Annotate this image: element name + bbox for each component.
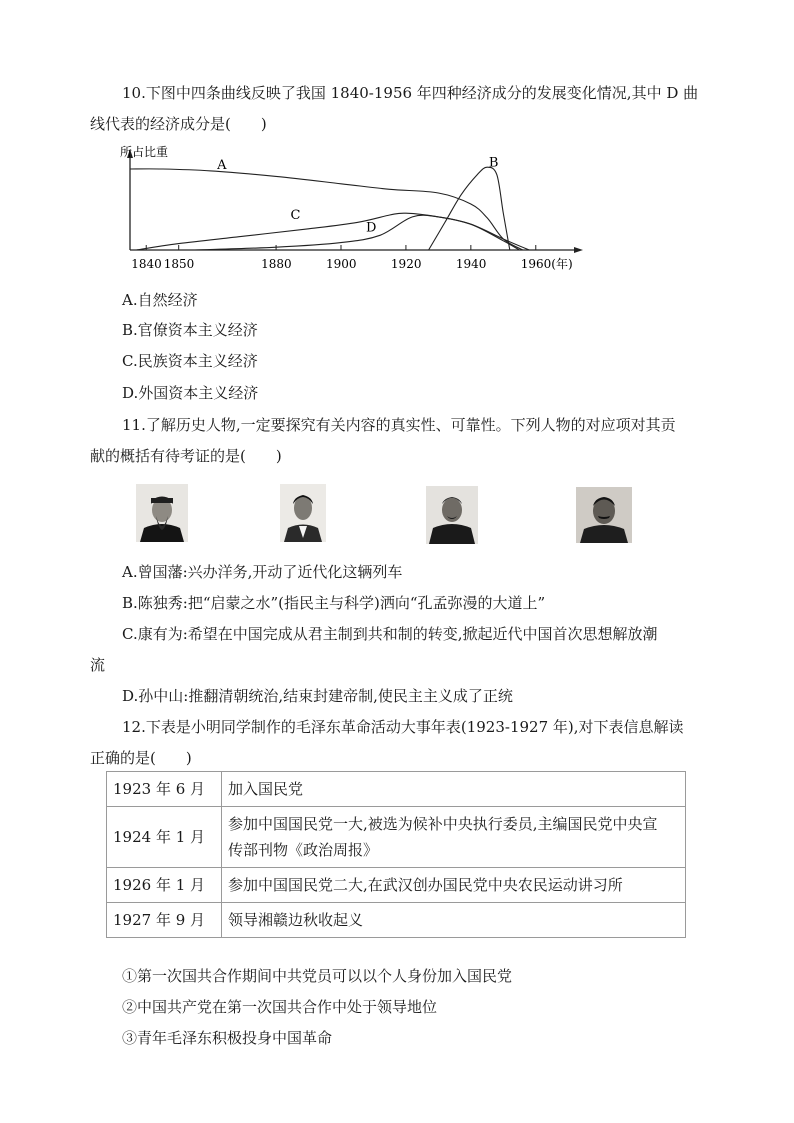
q12-stem-line-2: 正确的是( ) <box>90 749 192 767</box>
table-row <box>107 772 686 807</box>
q11-stem-line-1: 11.了解历史人物,一定要探究有关内容的真实性、可靠性。下列人物的对应项对其贡 <box>122 416 676 434</box>
series-curves <box>130 167 529 250</box>
portrait-chen-duxiu <box>280 484 326 542</box>
portrait-kang-youwei <box>426 486 478 544</box>
q12-statement-1: ①第一次国共合作期间中共党员可以以个人身份加入国民党 <box>122 967 513 985</box>
table-cell-event <box>222 903 686 938</box>
q10-option-d[interactable]: D.外国资本主义经济 <box>122 384 259 402</box>
table-cell-date: 1927 年 9 月 <box>107 903 222 938</box>
x-tick-label: 1880 <box>261 257 292 271</box>
table-cell-event <box>222 772 686 807</box>
table-row <box>107 807 686 868</box>
event-line: 参加中国国民党一大,被选为候补中央执行委员,主编国民党中央宣 <box>228 815 658 833</box>
series-label-a: A <box>217 157 227 173</box>
event-line: 参加中国国民党二大,在武汉创办国民党中央农民运动讲习所 <box>228 876 623 894</box>
table-cell-event <box>222 868 686 903</box>
q12-statement-3: ③青年毛泽东积极投身中国革命 <box>122 1029 333 1047</box>
x-tick-label: 1940 <box>455 257 487 271</box>
x-tick-label: 1900 <box>326 257 357 271</box>
table-cell-date: 1923 年 6 月 <box>107 772 222 807</box>
q11-stem-line-2: 献的概括有待考证的是( ) <box>90 447 282 465</box>
series-line-c <box>137 213 520 250</box>
portrait-sun-yat-sen <box>576 487 632 543</box>
chart-axes <box>120 144 583 253</box>
q10-stem-line-1: 10.下图中四条曲线反映了我国 1840-1956 年四种经济成分的发展变化情况,其中 D 曲 <box>122 84 699 102</box>
y-axis-label: 所占比重 <box>120 145 169 159</box>
series-label-d: D <box>365 220 377 236</box>
q10-option-a[interactable]: A.自然经济 <box>122 291 198 309</box>
portrait-zeng-guofan <box>136 484 188 542</box>
table-row <box>107 903 686 938</box>
series-line-d <box>195 215 529 250</box>
q12-stem-line-1: 12.下表是小明同学制作的毛泽东革命活动大事年表(1923-1927 年),对下表信息解读 <box>122 718 684 736</box>
table-cell-date: 1926 年 1 月 <box>107 868 222 903</box>
q10-option-c[interactable]: C.民族资本主义经济 <box>122 352 258 370</box>
table-cell-date: 1924 年 1 月 <box>107 807 222 868</box>
event-line: 加入国民党 <box>228 780 304 798</box>
x-ticks <box>131 245 572 271</box>
event-line: 领导湘赣边秋收起义 <box>228 911 364 929</box>
x-tick-label: 1960(年) <box>520 257 573 271</box>
x-tick-label: 1920 <box>390 257 422 271</box>
series-label-b: B <box>488 155 499 171</box>
table-cell-event <box>222 807 686 868</box>
q11-option-c-continued: 流 <box>90 656 106 674</box>
x-axis-arrow <box>574 247 583 253</box>
q10-stem-line-2: 线代表的经济成分是( ) <box>90 115 267 133</box>
q11-option-a[interactable]: A.曾国藩:兴办洋务,开动了近代化这辆列车 <box>122 563 403 581</box>
series-line-a <box>130 169 523 250</box>
q11-option-b[interactable]: B.陈独秀:把“启蒙之水”(指民主与科学)洒向“孔孟弥漫的大道上” <box>122 594 546 612</box>
q12-statement-2: ②中国共产党在第一次国共合作中处于领导地位 <box>122 998 438 1016</box>
event-line: 传部刊物《政治周报》 <box>228 841 379 859</box>
mao-timeline-table <box>106 771 686 938</box>
x-tick-label: 1850 <box>163 257 195 271</box>
q10-option-b[interactable]: B.官僚资本主义经济 <box>122 321 258 339</box>
q11-option-d[interactable]: D.孙中山:推翻清朝统治,结束封建帝制,使民主主义成了正统 <box>122 687 513 705</box>
economic-share-chart <box>115 140 595 280</box>
series-labels <box>216 156 498 236</box>
q11-option-c[interactable]: C.康有为:希望在中国完成从君主制到共和制的转变,掀起近代中国首次思想解放潮 <box>122 625 658 643</box>
x-tick-label: 1840 <box>131 257 162 271</box>
table-row <box>107 868 686 903</box>
series-label-c: C <box>290 207 301 223</box>
